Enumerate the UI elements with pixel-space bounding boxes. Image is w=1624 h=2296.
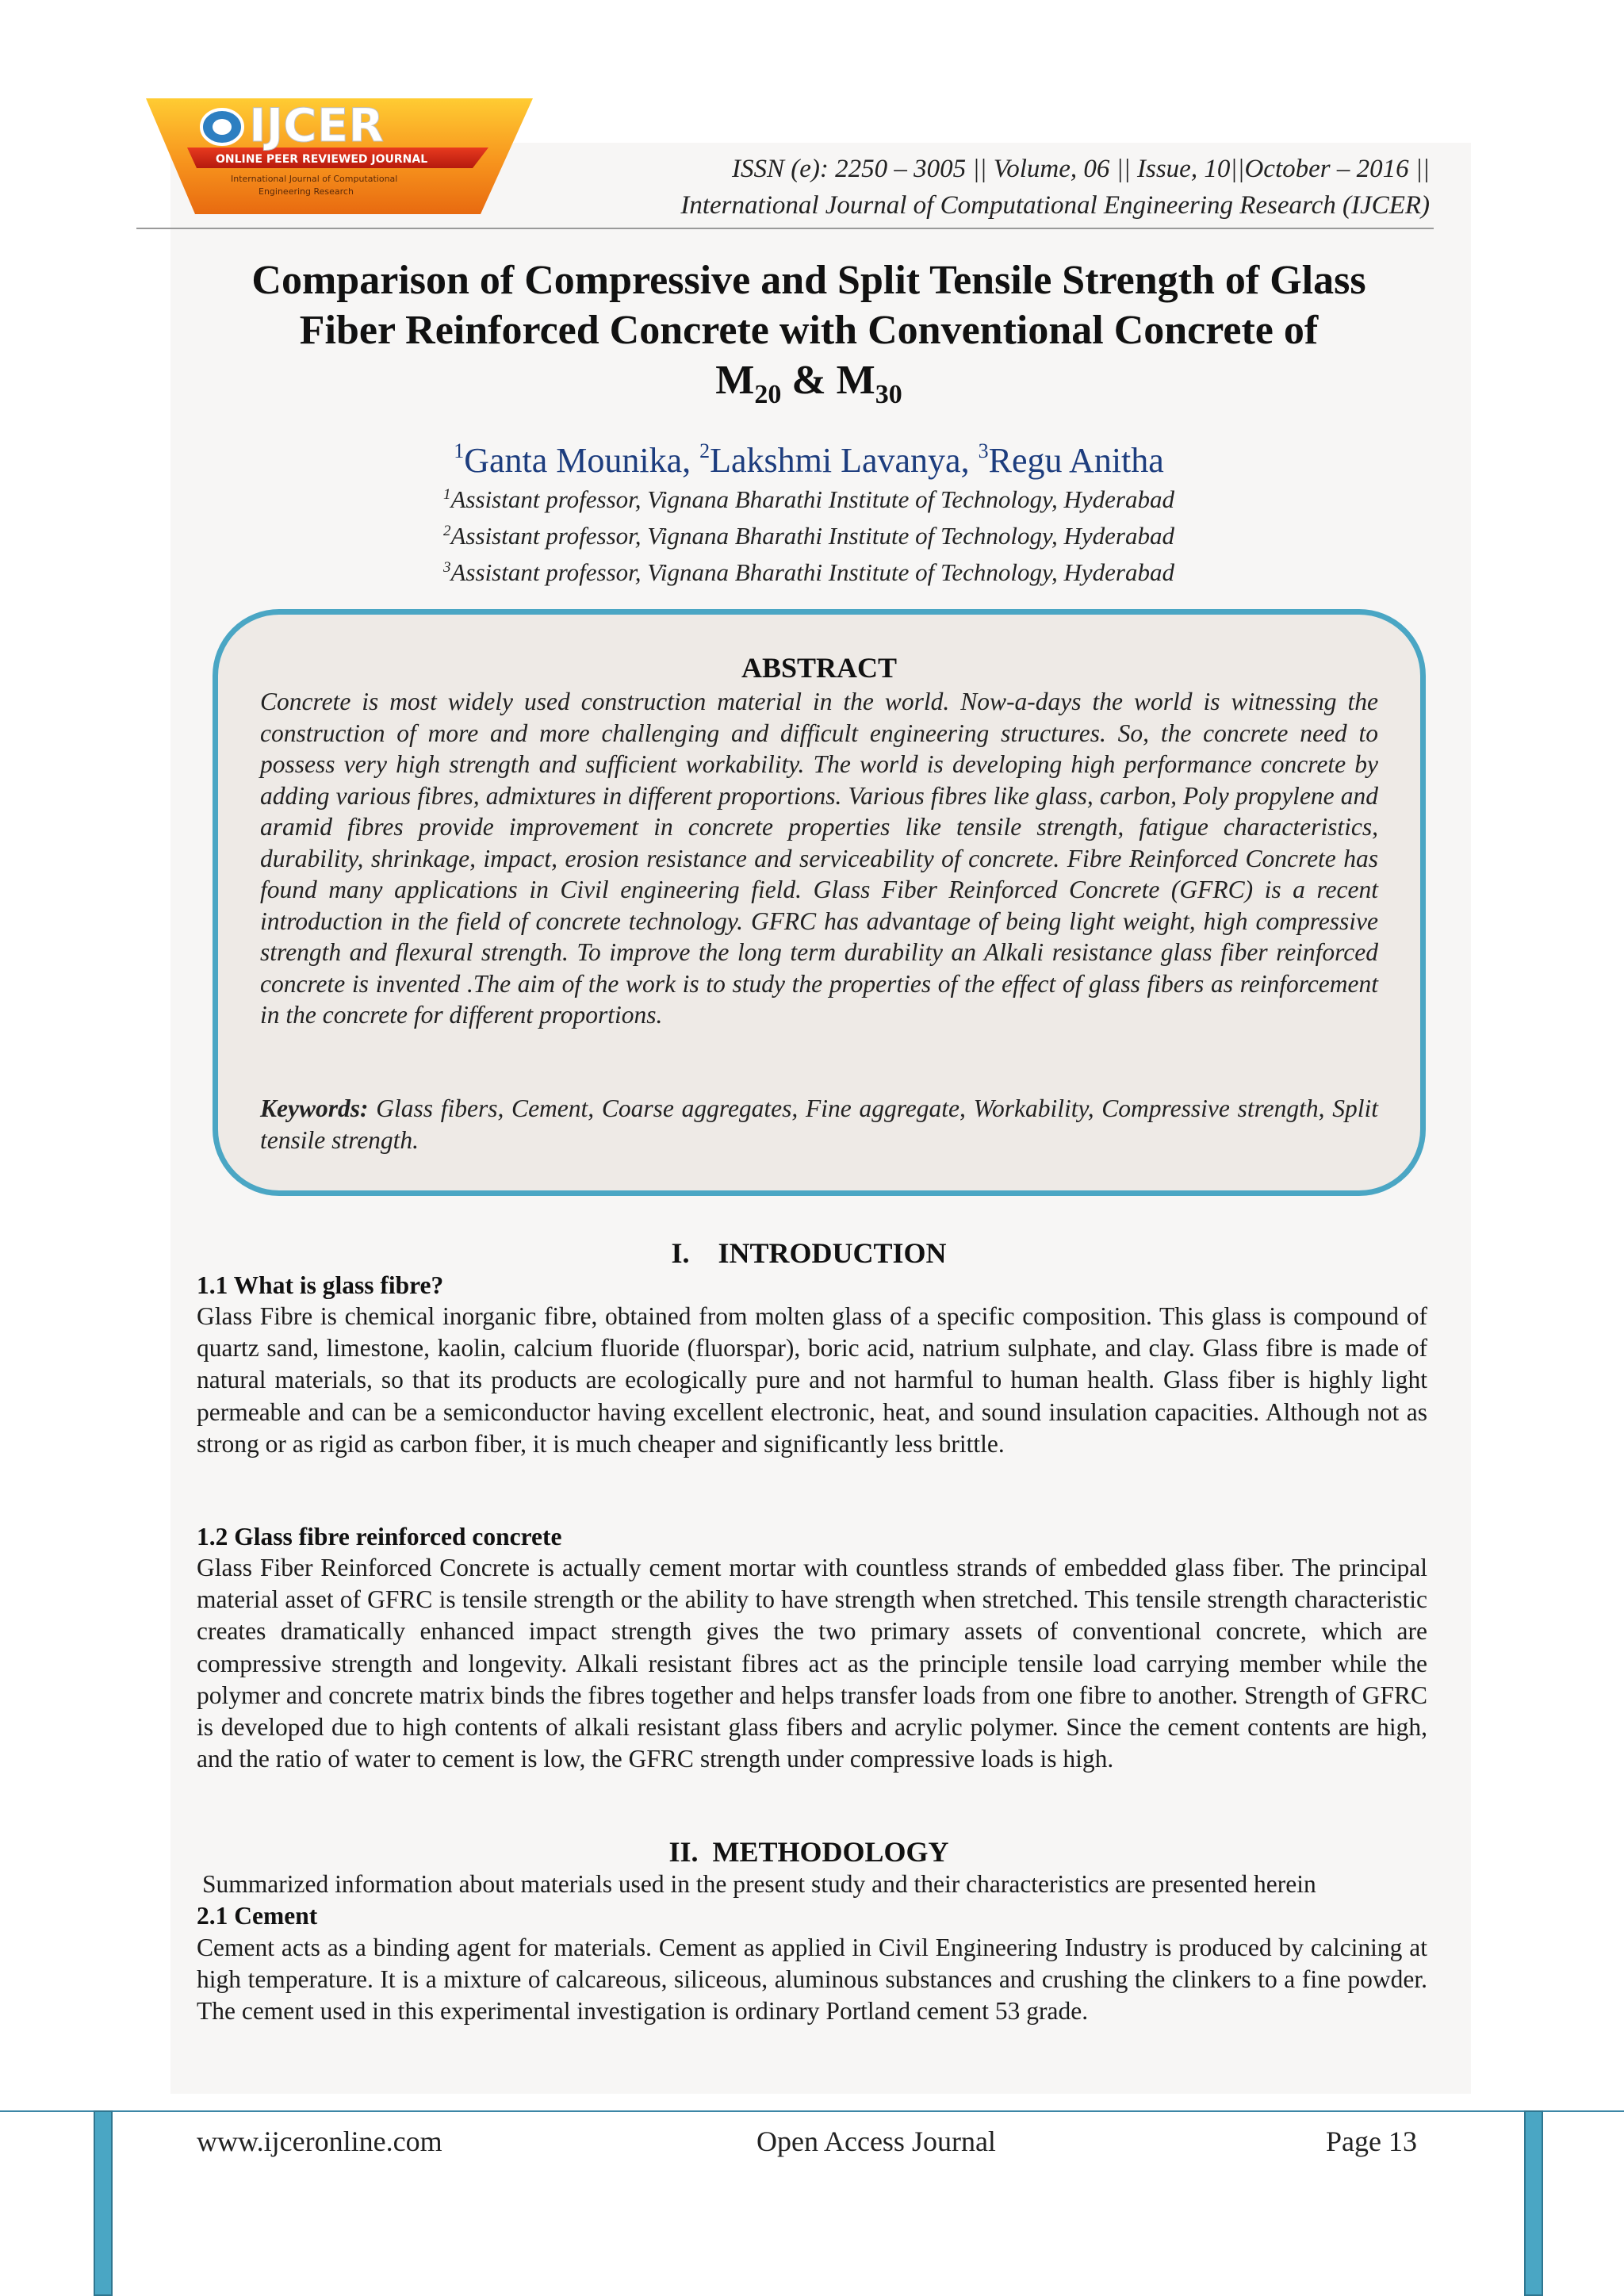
affiliation-3: $^3$Assistant professor, Vignana Bharathi Institute of Technology, Hyderabad	[443, 558, 1174, 586]
title-line-2: Fiber Reinforced Concrete with Conventional Concrete of	[299, 308, 1319, 353]
footer-open-access: Open Access Journal	[756, 2125, 996, 2157]
logo-name: IJCER	[249, 98, 385, 152]
footer-divider	[0, 2110, 1624, 2112]
journal-header	[680, 151, 1430, 224]
author-2-number: 2	[699, 439, 710, 462]
author-2-name: Lakshmi Lavanya,	[710, 441, 970, 480]
affiliation-1: $^1$Assistant professor, Vignana Bharathi Institute of Technology, Hyderabad	[443, 485, 1174, 513]
author-1-number: 1	[454, 439, 465, 462]
author-list	[170, 428, 1447, 484]
subsection-1-2-body: Glass Fiber Reinforced Concrete is actually cement mortar with countless strands of embedded glass fiber. The principal material asset of GFRC is tensile strength or the ability to have strength when stretched. This tensile strength characteristic creates dramatically enhanced impact strength gives the two primary assets of conventional concrete, which are compressive strength and longevity. Alkali resistant fibres act as the principle tensile load carrying member while the polymer and concrete matrix binds the fibres together and helps transfer loads from one fibre to another. Strength of GFRC is developed due to high contents of alkali resistant glass fibers and acrylic polymer. Since the cement contents are high, and the ratio of water to cement is low, the GFRC strength under compressive loads is high.	[197, 1554, 1427, 1773]
header-divider	[136, 228, 1434, 229]
author-3-name: Regu Anitha	[988, 441, 1164, 480]
journal-name-line: International Journal of Computational Engineering Research (IJCER)	[680, 191, 1430, 220]
footer-website-link[interactable]: www.ijceronline.com	[197, 2125, 442, 2157]
footer-page-number: Page 13	[1326, 2125, 1417, 2157]
section-2-intro: Summarized information about materials used in the present study and their characteristics are presented herein	[202, 1870, 1316, 1898]
affiliation-list	[170, 479, 1447, 588]
affiliation-2: $^2$Assistant professor, Vignana Bharathi Institute of Technology, Hyderabad	[443, 522, 1174, 550]
paper-title	[170, 255, 1447, 420]
keywords	[260, 1093, 1385, 1156]
title-line-1: Comparison of Compressive and Split Tensile Strength of Glass	[251, 258, 1366, 303]
logo-tagline: ONLINE PEER REVIEWED JOURNAL	[216, 153, 428, 166]
issn-line: ISSN (e): 2250 – 3005 || Volume, 06 || Issue, 10||October – 2016 ||	[731, 155, 1430, 183]
abstract-heading: ABSTRACT	[741, 652, 898, 684]
keywords-list: Glass fibers, Cement, Coarse aggregates, Fine aggregate, Workability, Compressive strength, Split tensile strength.	[260, 1094, 1385, 1154]
footer-left-bar	[94, 2110, 113, 2296]
title-line-3: $M_{20}$ & $M_{30}$	[715, 358, 902, 409]
author-1-name: Ganta Mounika,	[464, 441, 691, 480]
subsection-1-2-heading: 1.2 Glass fibre reinforced concrete	[197, 1523, 562, 1550]
section-2-heading: II. METHODOLOGY	[668, 1836, 949, 1868]
subsection-2-1-body: Cement acts as a binding agent for materials. Cement as applied in Civil Engineering Industry is produced by calcining at high temperature. It is a mixture of calcareous, siliceous, aluminous substances and crushing the clinkers to a fine powder. The cement used in this experimental investigation is ordinary Portland cement 53 grade.	[197, 1934, 1427, 2026]
subsection-1-1-body: Glass Fibre is chemical inorganic fibre, obtained from molten glass of a specific composition. This glass is compound of quartz sand, limestone, kaolin, calcium fluoride (fluorspar), boric acid, natrium sulphate, and clay. Glass fibre is made of natural materials, so that its products are ecologically pure and not harmful to human health. Glass fiber is highly light permeable and can be a semiconductor having excellent electronic, heat, and sound insulation capacities. Although not as strong or as rigid as carbon fiber, it is much cheaper and significantly less brittle.	[197, 1302, 1427, 1458]
keywords-label: Keywords:	[260, 1094, 369, 1122]
section-1-heading: I. INTRODUCTION	[671, 1237, 947, 1269]
subsection-2-1-heading: 2.1 Cement	[197, 1902, 318, 1930]
author-3-number: 3	[978, 439, 989, 462]
abstract-body: Concrete is most widely used construction material in the world. Now-a-days the world is witnessing the construction of more and more challenging and difficult engineering structures. So, the concrete need to possess very high strength and sufficient workability. The world is developing high performance concrete by adding various fibres, admixtures in different proportions. Various fibres like glass, carbon, Poly propylene and aramid fibres provide improvement in concrete properties like tensile strength, fatigue characteristics, durability, shrinkage, impact, erosion resistance and serviceability of concrete. Fibre Reinforced Concrete has found many applications in Civil engineering field. Glass Fiber Reinforced Concrete (GFRC) is a recent introduction in the field of concrete technology. GFRC has advantage of being light weight, high compressive strength and flexural strength. To improve the long term durability an Alkali resistance glass fiber reinforced concrete is invented .The aim of the work is to study the properties of the effect of glass fibers as reinforcement in the concrete for different proportions.	[260, 688, 1378, 1029]
logo-subtitle-1: International Journal of Computational	[231, 174, 398, 184]
journal-logo	[140, 89, 539, 224]
footer-right-bar	[1524, 2110, 1543, 2296]
subsection-1-1-heading: 1.1 What is glass fibre?	[197, 1271, 444, 1299]
logo-subtitle-2: Engineering Research	[259, 186, 354, 197]
